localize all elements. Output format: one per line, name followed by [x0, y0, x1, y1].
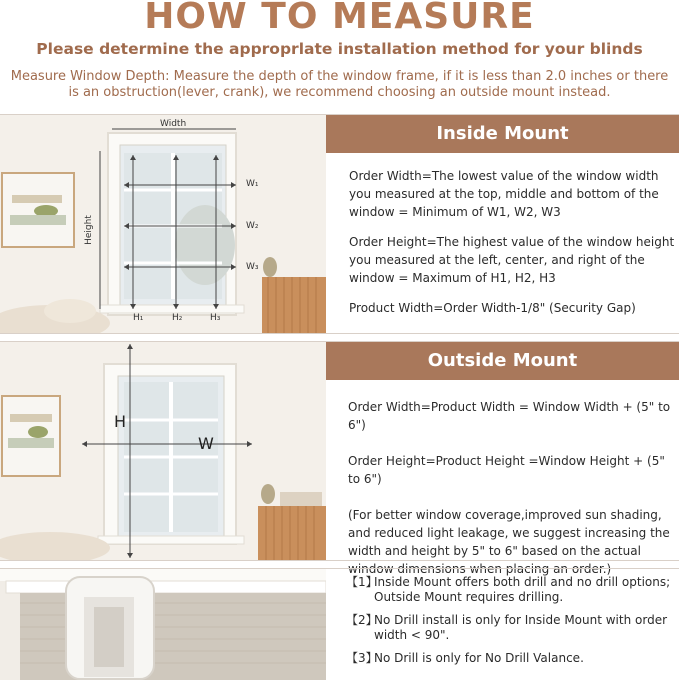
width-label: Width [160, 119, 187, 129]
w2-label: W₂ [246, 221, 259, 231]
w3-label: W₃ [246, 262, 259, 272]
inside-order-height-text: Order Height=The highest value of the window height you measured at the left, center, and right of the window = Maximum of H1, H2, H3 [349, 235, 675, 285]
inside-product-width-text: Product Width=Order Width-1/8" (Security Gap) [349, 301, 636, 315]
inside-mount-panel [0, 114, 679, 334]
note-text: Inside Mount offers both drill and no drill options; Outside Mount requires drilling. [374, 575, 671, 604]
outside-mount-panel [0, 341, 679, 576]
note-number: 【3】 [346, 651, 378, 665]
h1-label: H₁ [133, 313, 144, 323]
outside-h-label: H [114, 412, 127, 431]
inside-mount-heading: Inside Mount [326, 115, 679, 153]
page-subtitle: Please determine the approprlate installation method for your blinds [36, 40, 643, 58]
inside-order-width-text: Order Width=The lowest value of the window width you measured at the top, middle and bottom of the window = Minimum of W1, W2, W3 [349, 169, 659, 219]
valance-illustration [0, 569, 326, 680]
outside-mount-photo [0, 342, 326, 560]
outside-mount-text [348, 398, 674, 590]
window-depth-note: Measure Window Depth: Measure the depth of the window frame, if it is less than 2.0 inches or there is an obstruction(lever, crank), we recommend choosing an outside mount instead. [10, 69, 669, 100]
notes-panel [0, 568, 679, 680]
note-text: No Drill install is only for Inside Mount with order width < 90". [374, 613, 668, 642]
outside-order-height-text: Order Height=Product Height =Window Height + (5" to 6") [348, 454, 665, 486]
note-item [346, 575, 676, 605]
page-title: HOW TO MEASURE [144, 0, 535, 37]
note-item [346, 613, 676, 643]
inside-mount-text [349, 167, 675, 329]
notes-list [346, 575, 676, 674]
w1-label: W₁ [246, 179, 259, 189]
height-label: Height [83, 215, 94, 245]
outside-w-label: W [198, 434, 214, 453]
outside-mount-illustration [0, 342, 326, 560]
note-number: 【1】 [346, 575, 378, 589]
outside-suggestion-text: (For better window coverage,improved sun shading, and reduced light leakage, we suggest increasing the width and height by 5" to 6" based on the actual window dimensions when placing an order.) [348, 508, 670, 576]
inside-mount-photo [0, 115, 326, 333]
outside-order-width-text: Order Width=Product Width = Window Width + (5" to 6") [348, 400, 671, 432]
note-text: No Drill is only for No Drill Valance. [374, 651, 584, 665]
inside-mount-illustration [0, 115, 326, 333]
outside-mount-heading: Outside Mount [326, 342, 679, 380]
h3-label: H₃ [210, 313, 221, 323]
note-number: 【2】 [346, 613, 378, 627]
h2-label: H₂ [172, 313, 183, 323]
note-item [346, 651, 676, 666]
valance-photo [0, 569, 326, 680]
